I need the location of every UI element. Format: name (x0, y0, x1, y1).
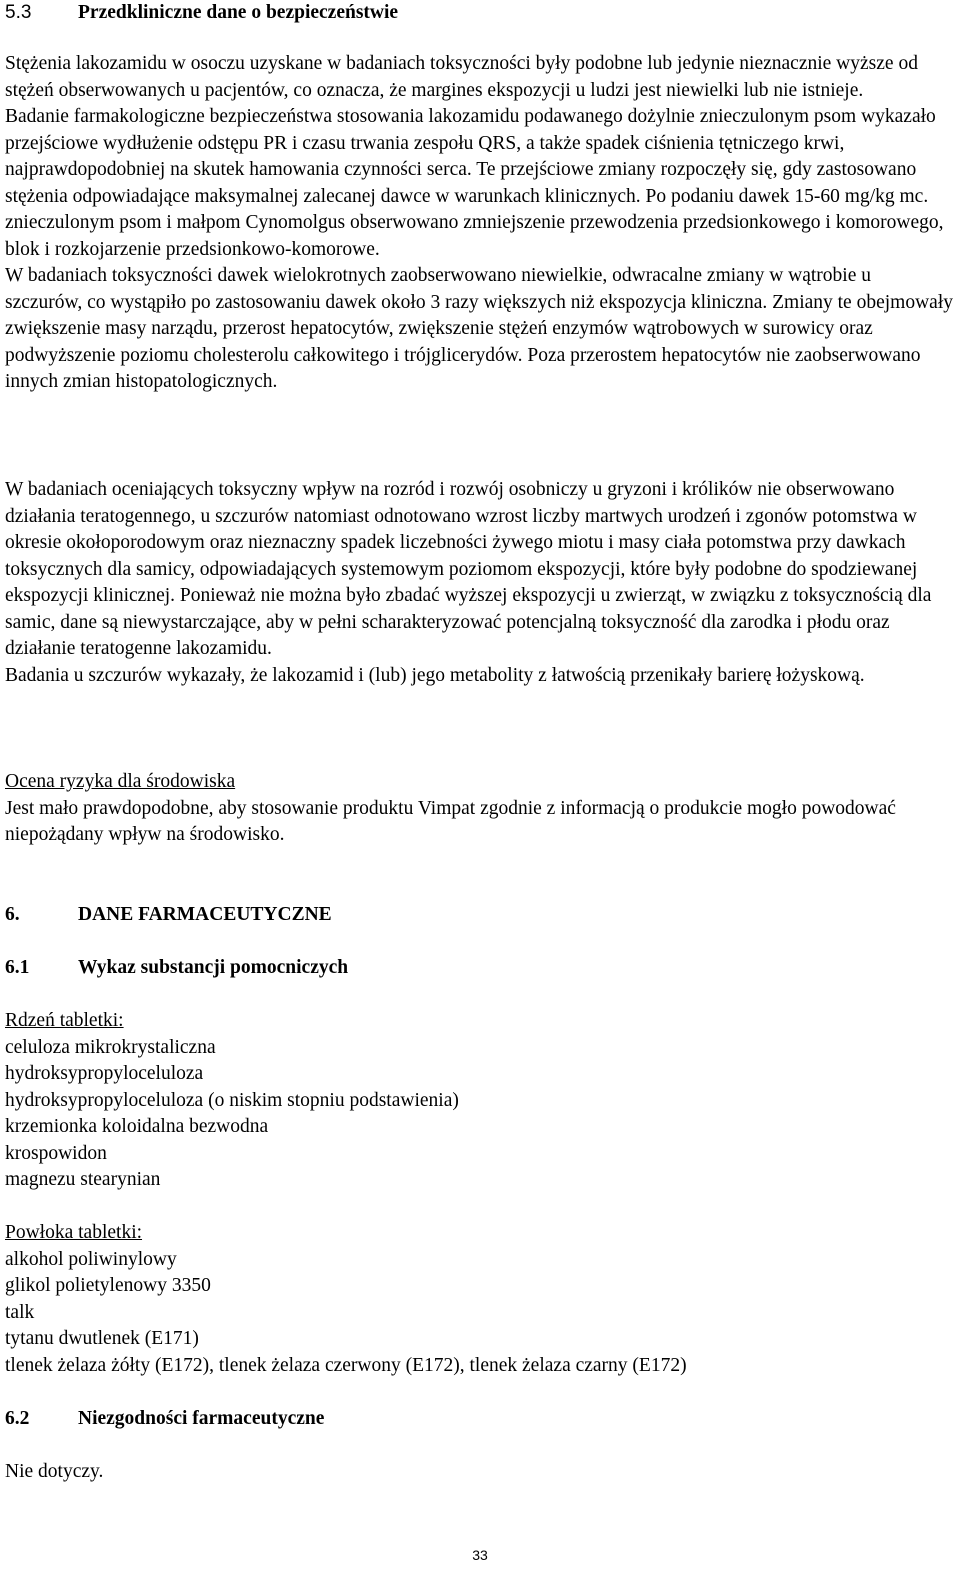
list-item: krzemionka koloidalna bezwodna (5, 1116, 269, 1137)
section-number: 6. (5, 904, 20, 925)
section-number: 5.3 (5, 2, 32, 23)
environmental-risk (5, 769, 953, 849)
list-item: celuloza mikrokrystaliczna (5, 1036, 216, 1058)
list-item: tytanu dwutlenek (E171) (5, 1328, 199, 1349)
paragraph-reproductive-toxicity: W badaniach oceniających toksyczny wpływ na rozród i rozwój osobniczy u gryzoni i królików nie obserwowano działania teratogennego, u szczurów natomiast odnotowano wzrost liczby martwych urodzeń i zgonów potomstwa w okresie okołoporodowym oraz nieznaczny spadek liczebności żywego miotu i masy ciała potomstwa przy dawkach toksycznych dla samicy, odpowiadających systemowym poziomom ekspozycji, które były podobne do spodziewanej ekspozycji klinicznej. Ponieważ nie można było zbadać wyższej ekspozycji u zwierząt, w związku z toksycznością dla samic, dane są niewystarczające, aby w pełni scharakteryzować potencjalną toksyczność dla zarodka i płodu oraz działanie teratogenne lakozamidu. (5, 479, 932, 659)
paragraph-plasma-concentrations: Stężenia lakozamidu w osoczu uzyskane w badaniach toksyczności były podobne lub jedynie nieznacznie wyższe od stężeń obserwowanych u pacjentów, co oznacza, że margines ekspozycji u ludzi jest niewielki lub nie istnieje. (5, 53, 918, 101)
list-item: alkohol poliwinylowy (5, 1248, 177, 1270)
list-item: talk (5, 1301, 35, 1323)
paragraph-pharmacology-safety: Badanie farmakologiczne bezpieczeństwa stosowania lakozamidu podawanego dożylnie znieczulonym psom wykazało przejściowe wydłużenie odstępu PR i czasu trwania zespołu QRS, a także spadek ciśnienia tętniczego krwi, najprawdopodobniej na skutek hamowania czynności serca. Te przejściowe zmiany rozpoczęły się, gdy zastosowano stężenia odpowiadające maksymalnej zalecanej dawce w warunkach klinicznych. Po podaniu dawek 15-60 mg/kg mc. znieczulonym psom i małpom Cynomolgus obserwowano zmniejszenie przewodzenia przedsionkowego i komorowego, blok i rozkojarzenie przedsionkowo-komorowe. (5, 106, 944, 260)
list-item: krospowidon (5, 1142, 107, 1164)
list-item: tlenek żelaza żółty (E172), tlenek żelaza czerwony (E172), tlenek żelaza czarny (E172) (5, 1354, 687, 1376)
section-6-1-heading (5, 955, 953, 982)
list-item: hydroksypropyloceluloza (o niskim stopniu podstawienia) (5, 1089, 459, 1111)
list-item: hydroksypropyloceluloza (5, 1063, 204, 1084)
environmental-risk-text: Jest mało prawdopodobne, aby stosowanie produktu Vimpat zgodnie z informacją o produkcie mogło powodować niepożądany wpływ na środowisko. (5, 797, 896, 845)
section-5-3-body (5, 51, 953, 396)
section-number: 6.2 (5, 1408, 30, 1429)
coating-heading: Powłoka tabletki: (5, 1222, 143, 1243)
section-number: 6.1 (5, 957, 30, 978)
incompatibilities-text: Nie dotyczy. (5, 1461, 104, 1482)
section-title: Niezgodności farmaceutyczne (78, 1408, 325, 1429)
core-heading: Rdzeń tabletki: (5, 1010, 124, 1031)
paragraph-repeat-dose-toxicity: W badaniach toksyczności dawek wielokrotnych zaobserwowano niewielkie, odwracalne zmiany w wątrobie u szczurów, co wystąpiło po zastosowaniu dawek około 3 razy większych niż ekspozycja kliniczna. Zmiany te obejmowały zwiększenie masy narządu, przerost hepatocytów, zwiększenie stężeń enzymów wątrobowych w surowicy oraz podwyższenie poziomu cholesterolu całkowitego i trójglicerydów. Poza przerostem hepatocytów nie zaobserwowano innych zmian histopatologicznych. (5, 265, 953, 392)
section-5-3-reproduction (5, 477, 953, 689)
section-title: Wykaz substancji pomocniczych (78, 957, 349, 978)
environmental-risk-heading: Ocena ryzyka dla środowiska (5, 771, 236, 792)
section-title: DANE FARMACEUTYCZNE (78, 904, 332, 925)
list-item: glikol polietylenowy 3350 (5, 1275, 211, 1296)
page-number: 33 (472, 1547, 488, 1563)
paragraph-placental-transfer: Badania u szczurów wykazały, że lakozamid i (lub) jego metabolity z łatwością przenikały barierę łożyskową. (5, 664, 865, 686)
section-title: Przedkliniczne dane o bezpieczeństwie (78, 2, 399, 23)
list-item: magnezu stearynian (5, 1169, 161, 1190)
section-6-2-body (5, 1459, 953, 1486)
core-excipients (5, 1008, 953, 1194)
section-6-heading (5, 902, 953, 929)
coating-excipients (5, 1220, 953, 1379)
section-6-2-heading (5, 1406, 953, 1433)
section-5-3-heading (5, 0, 398, 27)
